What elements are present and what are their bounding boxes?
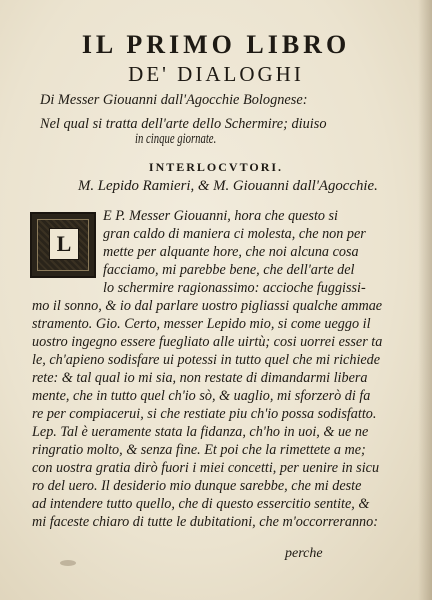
page-edge-shadow <box>418 0 432 600</box>
body-line: mente, che in tutto quel ch'io sò, & uaglio, mi sforzerò di fa <box>32 388 371 404</box>
description-line-1: Nel qual si tratta dell'arte dello Schermire; diuiso <box>40 116 327 132</box>
body-line: mi faceste chiaro di tutte le dubitationi, che m'occorreranno: <box>32 514 378 530</box>
interlocutori-heading: INTERLOCVTORI. <box>148 160 284 174</box>
speakers-line: M. Lepido Ramieri, & M. Giouanni dall'Agocchie. <box>77 178 378 194</box>
body-line: rete: & tal qual io mi sia, non restate di dimandarmi libera <box>32 370 368 386</box>
body-line: uostro ingegno essere fuegliato alle uirtù; cosi uorrei esser ta <box>32 334 383 350</box>
body-line: ad intendere tutto quello, che di questo essercitio sentite, & <box>32 496 370 512</box>
ink-smudge <box>60 560 76 566</box>
catchword: perche <box>285 546 323 561</box>
body-line: stramento. Gio. Certo, messer Lepido mio, si come ueggo il <box>32 316 371 332</box>
book-title: IL PRIMO LIBRO <box>81 30 351 59</box>
book-subtitle: DE' DIALOGHI <box>128 62 304 86</box>
author-line: Di Messer Giouanni dall'Agocchie Bolognese: <box>40 92 308 108</box>
body-line: le, ch'apieno sodisfare ui potessi in tutto quel che mi richiede <box>32 352 381 368</box>
body-line: ro del uero. Il desiderio mio dunque sarebbe, che mi deste <box>32 478 362 494</box>
body-line: ringratio molto, & senza fine. Et poi che la rimettete a me; <box>32 442 366 458</box>
initial-letter: L <box>49 228 79 260</box>
body-line: gran caldo di maniera ci molesta, che non per <box>103 226 366 242</box>
decorated-initial <box>30 212 96 278</box>
description-line-2: in cinque giornate. <box>135 131 217 147</box>
body-line: re per compiacerui, si che restiate piu ch'io possa sodisfatto. <box>32 406 377 422</box>
body-line: mo il sonno, & io dal parlare uostro pigliassi qualche ammae <box>32 298 383 314</box>
body-line: Lep. Tal è ueramente stata la fidanza, ch'ho in uoi, & ue ne <box>32 424 369 440</box>
body-line: mette per alquante hore, che noi alcuna cosa <box>103 244 359 260</box>
body-line: con uostra gratia dirò fuori i miei concetti, per uenire in sicu <box>32 460 380 476</box>
body-line: E P. Messer Giouanni, hora che questo si <box>103 208 338 224</box>
body-line: lo schermire ragionassimo: accioche fuggissi- <box>103 280 366 296</box>
body-line: facciamo, mi parebbe bene, che dell'arte del <box>103 262 355 278</box>
